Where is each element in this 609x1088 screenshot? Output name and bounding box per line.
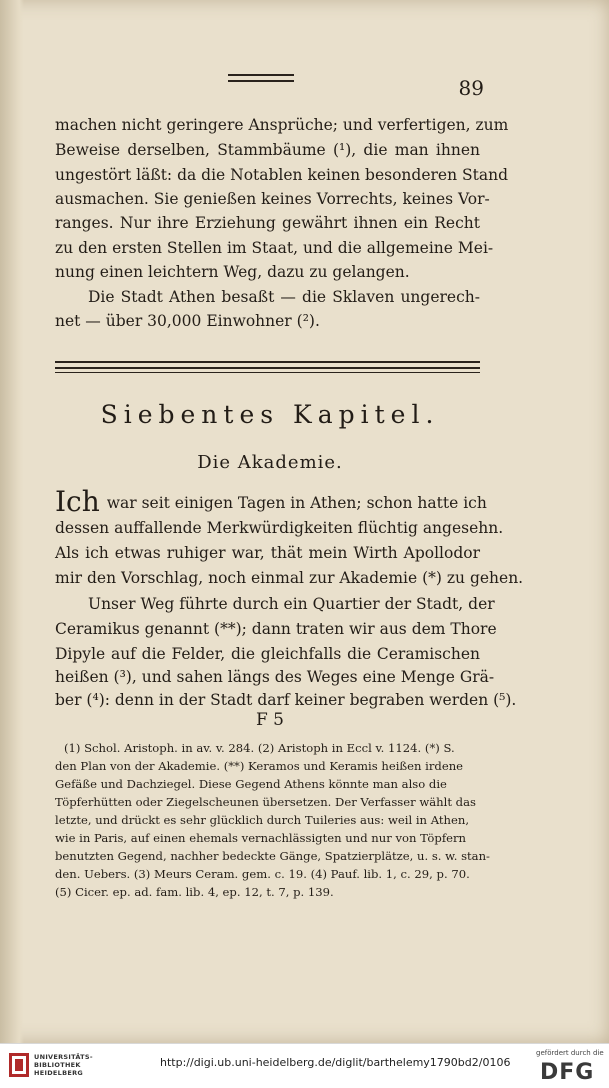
- footnote-line: den Plan von der Akademie. (**) Keramos und Keramis heißen irdene: [55, 759, 464, 773]
- chapter-title: Siebentes Kapitel.: [100, 400, 440, 429]
- text-line: mir den Vorschlag, noch einmal zur Akademie (*) zu gehen.: [55, 569, 524, 587]
- text-line: Als ich etwas ruhiger war, thät mein Wirth Apollodor: [55, 544, 480, 562]
- footnote-line: (1) Schol. Aristoph. in av. v. 284. (2) Aristoph in Eccl v. 1124. (*) S.: [64, 741, 455, 755]
- viewer-footer: [0, 1043, 609, 1088]
- footnote-line: letzte, und drückt es sehr glücklich durch Tuileries aus: weil in Athen,: [55, 813, 470, 827]
- chapter-divider-rule: [55, 361, 480, 369]
- text-line: ungestört läßt: da die Notablen keinen besonderen Stand: [55, 166, 508, 184]
- footnote-line: benutzten Gegend, nachher bedeckte Gänge, Spatzierplätze, u. s. w. stan-: [55, 849, 490, 863]
- page-binding-edge: [0, 0, 24, 1043]
- page-number: 89: [458, 76, 484, 100]
- permalink-url[interactable]: http://digi.ub.uni-heidelberg.de/diglit/barthelemy1790bd2/0106: [160, 1056, 511, 1069]
- text-line: ausmachen. Sie genießen keines Vorrechts, keines Vor-: [55, 190, 490, 208]
- text-line: ber (⁴): denn in der Stadt darf keiner begraben werden (⁵).: [55, 691, 517, 709]
- university-seal-icon: [8, 1052, 30, 1078]
- institution-name-line: UNIVERSITÄTS-: [34, 1053, 93, 1061]
- text-line: Beweise derselben, Stammbäume (¹), die man ihnen: [55, 141, 480, 159]
- section-title: Die Akademie.: [197, 452, 343, 473]
- text-line: dessen auffallende Merkwürdigkeiten flüchtig angesehn.: [55, 519, 504, 537]
- printer-signature: F 5: [255, 710, 284, 730]
- funding-caption: gefördert durch die: [536, 1049, 604, 1057]
- initial-word: Ich: [55, 485, 100, 518]
- institution-name-line: BIBLIOTHEK: [34, 1061, 81, 1069]
- text-line-rest: war seit einigen Tagen in Athen; schon hatte ich: [106, 494, 487, 512]
- text-line: heißen (³), und sahen längs des Weges eine Menge Grä-: [55, 668, 495, 686]
- footnote-line: den. Uebers. (3) Meurs Ceram. gem. c. 19. (4) Pauf. lib. 1, c. 29, p. 70.: [55, 867, 470, 881]
- text-line: nung einen leichtern Weg, dazu zu gelangen.: [55, 263, 410, 281]
- text-line-with-initial: [55, 485, 487, 518]
- text-line: zu den ersten Stellen im Staat, und die allgemeine Mei-: [55, 239, 494, 257]
- dfg-logo: DFG: [540, 1060, 595, 1085]
- footnote-line: Gefäße und Dachziegel. Diese Gegend Athens könnte man also die: [55, 777, 447, 791]
- text-line: Unser Weg führte durch ein Quartier der Stadt, der: [88, 595, 495, 613]
- footnote-line: Töpferhütten oder Ziegelscheunen übersetzen. Der Verfasser wählt das: [55, 795, 476, 809]
- institution-name-line: HEIDELBERG: [34, 1069, 84, 1077]
- chapter-divider-thin-rule: [55, 372, 480, 373]
- text-line: Dipyle auf die Felder, die gleichfalls die Ceramischen: [55, 645, 480, 663]
- text-line: ranges. Nur ihre Erziehung gewährt ihnen ein Recht: [55, 214, 480, 232]
- header-ornament-rule: [228, 74, 294, 82]
- text-line: Ceramikus genannt (**); dann traten wir aus dem Thore: [55, 620, 497, 638]
- footnote-line: wie in Paris, auf einen ehemals vernachlässigten und nur von Töpfern: [55, 831, 466, 845]
- footnote-line: (5) Cicer. ep. ad. fam. lib. 4, ep. 12, t. 7, p. 139.: [55, 885, 334, 899]
- text-line: net — über 30,000 Einwohner (²).: [55, 312, 320, 330]
- text-line: Die Stadt Athen besaßt — die Sklaven ungerech-: [88, 288, 480, 306]
- text-line: machen nicht geringere Ansprüche; und verfertigen, zum: [55, 116, 509, 134]
